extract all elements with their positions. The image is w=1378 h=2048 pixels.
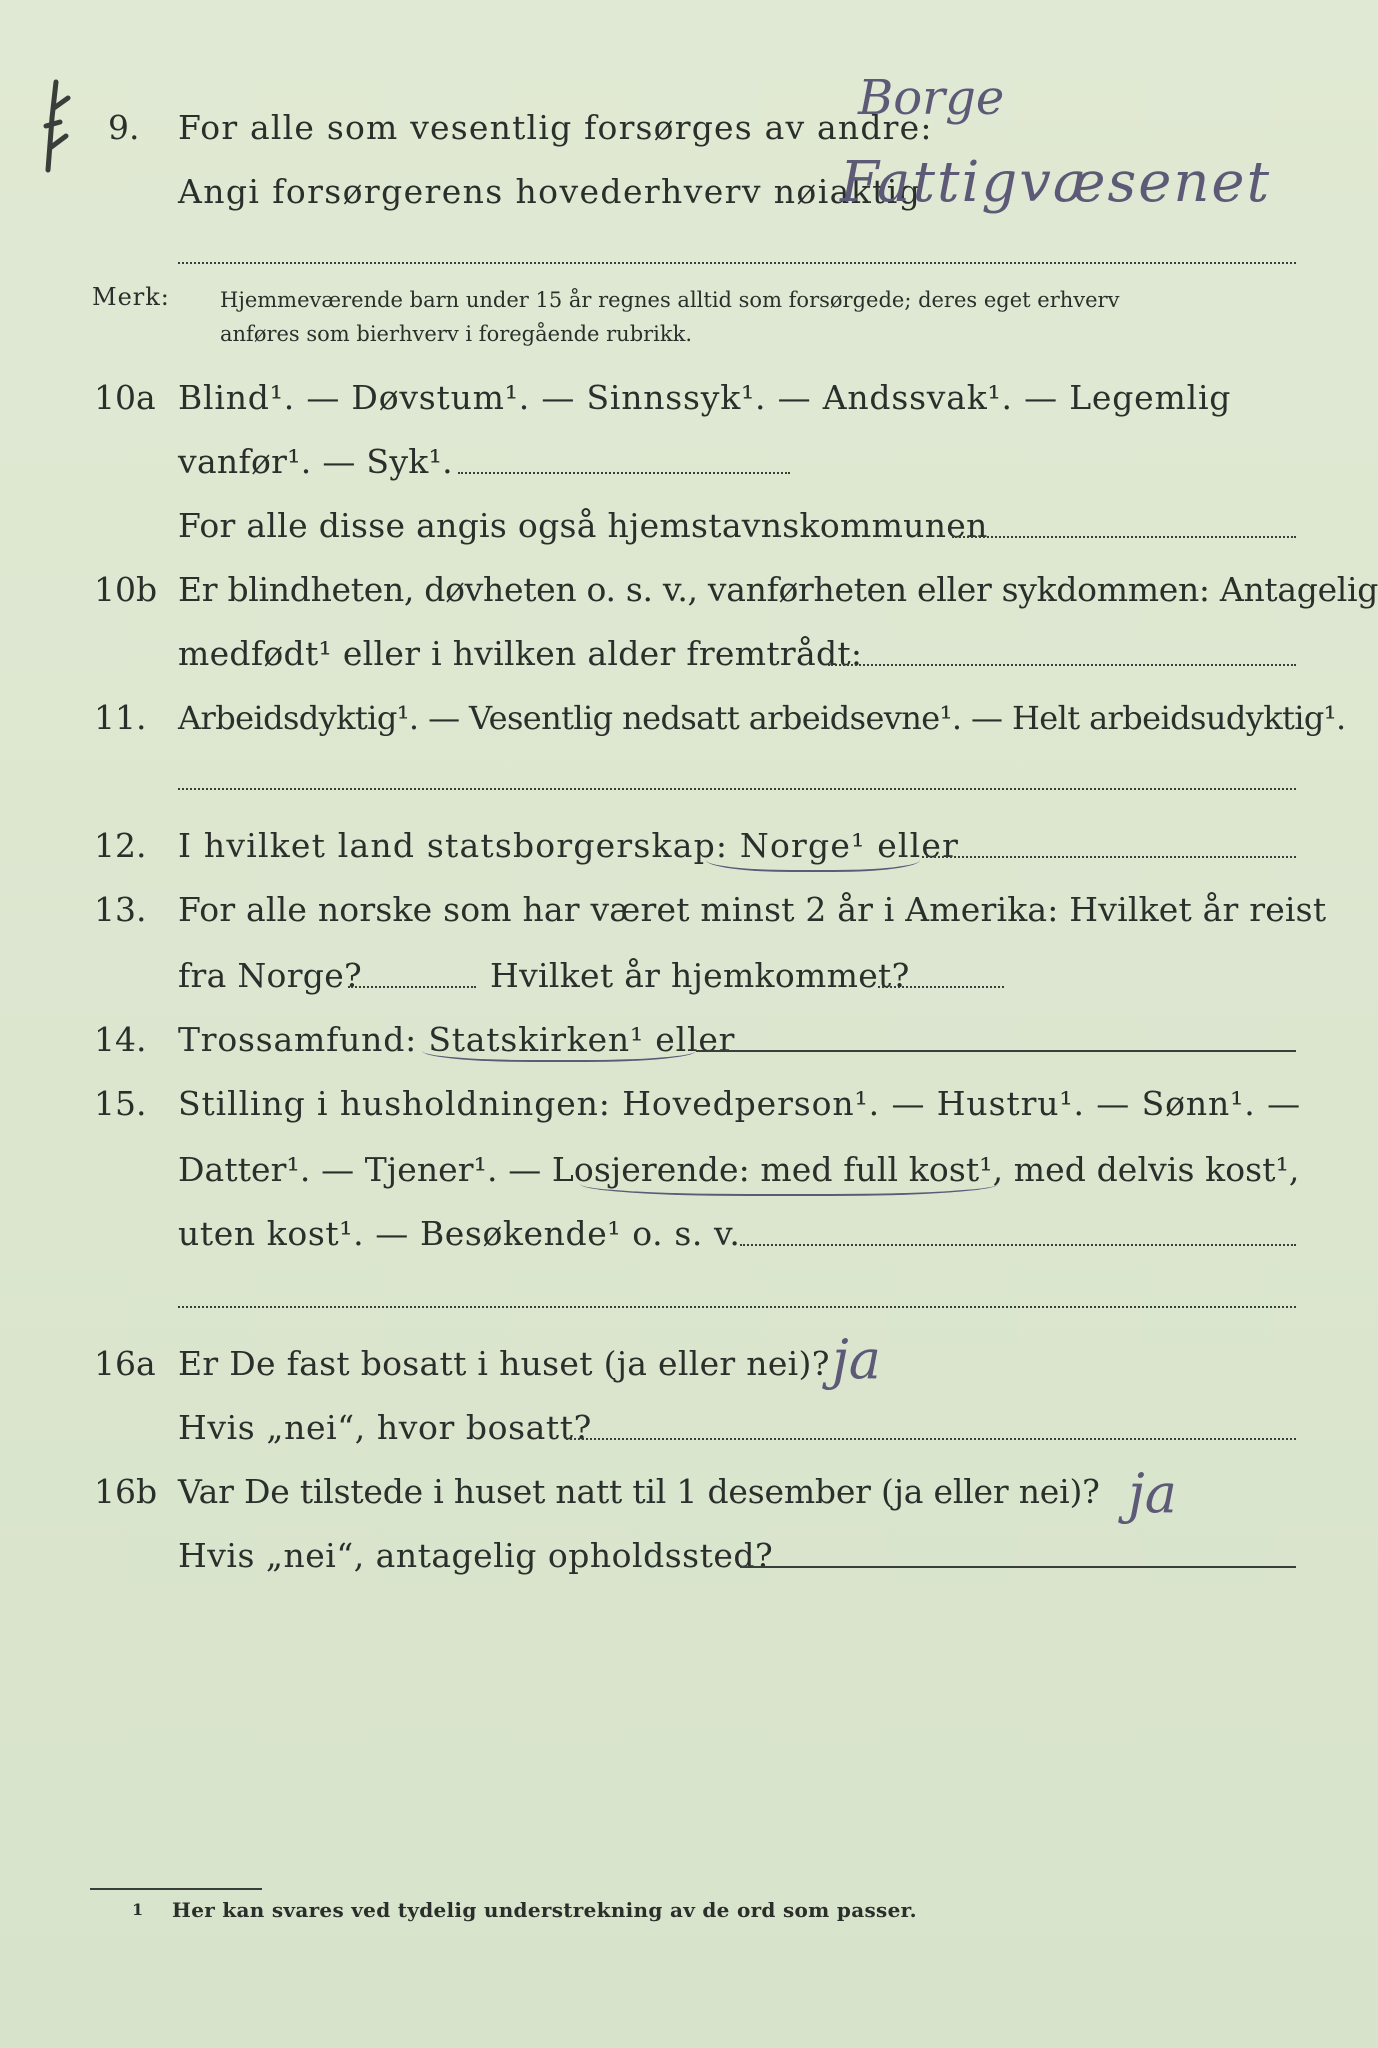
footnote-mark: 1	[132, 1900, 144, 1919]
q11-number: 11.	[94, 698, 147, 737]
q15-number: 15.	[94, 1084, 147, 1123]
q16a-number: 16a	[94, 1344, 156, 1383]
q16b-opholdssted-field[interactable]	[740, 1566, 1296, 1568]
q14-statskirken-underline	[422, 1034, 696, 1062]
q16b-line2: Hvis „nei“, antagelig opholdssted?	[178, 1536, 774, 1575]
q10b-line2: medfødt¹ eller i hvilken alder fremtrådt:	[178, 634, 863, 673]
q14-number: 14.	[94, 1020, 147, 1059]
q16a-line1: Er De fast bosatt i huset (ja eller nei)?	[178, 1344, 830, 1383]
q13-hjemkommet-field[interactable]	[878, 986, 1004, 988]
q9-number: 9.	[108, 108, 140, 147]
q12-country-field[interactable]	[922, 856, 1296, 858]
q10a-line1: Blind¹. — Døvstum¹. — Sinnssyk¹. — Andssvak¹. — Legemlig	[178, 378, 1232, 417]
q15-line2: Datter¹. — Tjener¹. — Losjerende: med full kost¹, med delvis kost¹,	[178, 1150, 1300, 1189]
footnote-text: Her kan svares ved tydelig understrekning av de ord som passer.	[172, 1898, 917, 1922]
q16a-answer: ja	[832, 1328, 881, 1391]
q10a-syk-field[interactable]	[458, 472, 790, 474]
q11-line1: Arbeidsdyktig¹. — Vesentlig nedsatt arbeidsevne¹. — Helt arbeidsudyktig¹.	[178, 699, 1346, 737]
q14-trossamfund-field[interactable]	[696, 1050, 1296, 1052]
q9-answer-borge: Borge	[858, 70, 1005, 126]
q13-reist-field[interactable]	[348, 986, 476, 988]
q16a-line2: Hvis „nei“, hvor bosatt?	[178, 1408, 592, 1447]
q15-line3: uten kost¹. — Besøkende¹ o. s. v.	[178, 1214, 741, 1253]
margin-check-mark	[38, 78, 78, 178]
q10a-line3: For alle disse angis også hjemstavnskommunen	[178, 506, 988, 545]
q12-line1: I hvilket land statsborgerskap: Norge¹ eller	[178, 826, 960, 865]
q16b-answer: ja	[1128, 1462, 1177, 1525]
q15-losjerende-underline	[580, 1166, 998, 1196]
merk-line1: Hjemmeværende barn under 15 år regnes alltid som forsørgede; deres eget erhverv	[220, 288, 1120, 312]
q9-answer-line	[178, 262, 1296, 264]
q9-line1: For alle som vesentlig forsørges av andre:	[178, 108, 933, 147]
footnote-rule	[90, 1888, 262, 1890]
q10a-number: 10a	[94, 378, 156, 417]
q14-line1: Trossamfund: Statskirken¹ eller	[178, 1020, 736, 1059]
q13-number: 13.	[94, 890, 147, 929]
q16b-line1: Var De tilstede i huset natt til 1 desember (ja eller nei)?	[178, 1472, 1100, 1511]
q10b-alder-field[interactable]	[828, 664, 1296, 666]
q15-answer-line	[178, 1306, 1296, 1308]
q13-line2b: Hvilket år hjemkommet?	[490, 956, 910, 995]
q13-line1: For alle norske som har været minst 2 år i Amerika: Hvilket år reist	[178, 890, 1327, 929]
q12-norge-underline	[706, 842, 920, 872]
merk-line2: anføres som bierhverv i foregående rubrikk.	[220, 322, 693, 346]
q15-stilling-field[interactable]	[740, 1244, 1296, 1246]
q12-number: 12.	[94, 826, 147, 865]
q10b-line1: Er blindheten, døvheten o. s. v., vanførheten eller sykdommen: Antagelig	[178, 570, 1378, 609]
q10b-number: 10b	[94, 570, 158, 609]
q16a-bosatt-field[interactable]	[566, 1438, 1296, 1440]
q10a-hjemstavn-field[interactable]	[952, 536, 1296, 538]
merk-label: Merk:	[92, 283, 170, 311]
q10a-line2: vanfør¹. — Syk¹.	[178, 442, 453, 481]
q15-line1: Stilling i husholdningen: Hovedperson¹. — Hustru¹. — Sønn¹. —	[178, 1084, 1301, 1123]
q16b-number: 16b	[94, 1472, 158, 1511]
q11-answer-line	[178, 788, 1296, 790]
q13-line2a: fra Norge?	[178, 956, 363, 995]
q9-answer-fattigvesenet: Fattigvæsenet	[840, 150, 1272, 215]
q9-line2: Angi forsørgerens hovederhverv nøiaktig	[178, 172, 922, 211]
